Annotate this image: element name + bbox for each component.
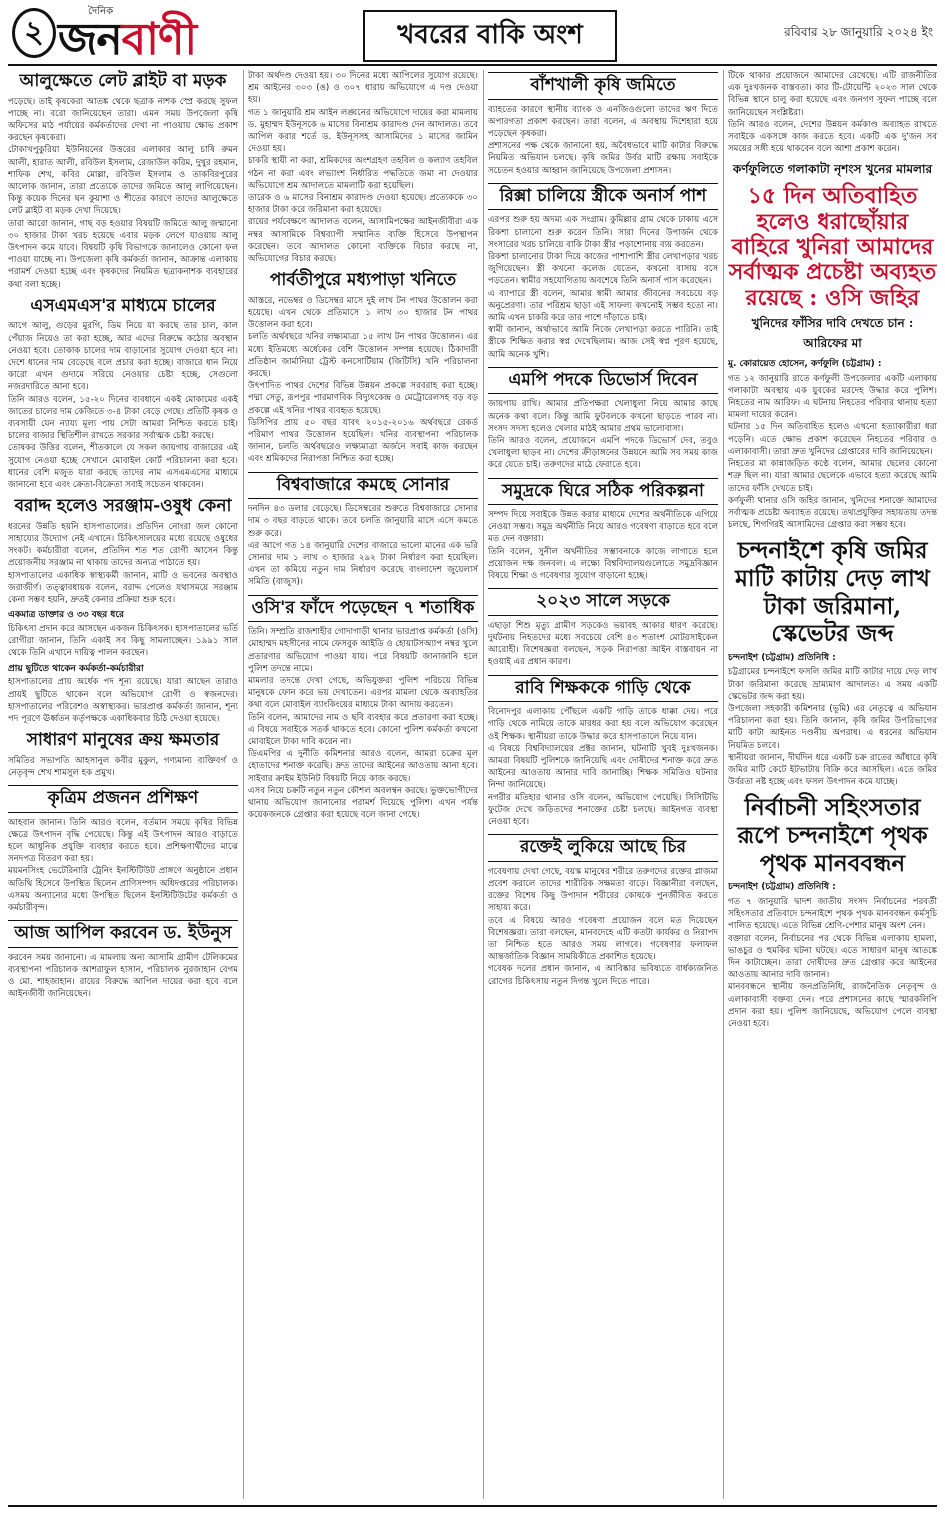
- article-body: [488, 398, 718, 471]
- paragraph: রিকশা চালানোর টাকা দিয়ে কাজের পাশাপাশি স্ত্রীর লেখাপড়ার খরচ জুগিয়েছেন। স্ত্রী কখনো কলেজ যেতেন, কখনো বাসায় বসে পড়তেন। স্বামীর সহযোগিতায় অবশেষে তিনি অনার্স পাস করেছেন।: [488, 251, 718, 287]
- article-c1: [488, 72, 718, 177]
- paragraph: তোষকর উত্তির বলেন, শীতকালে যে সকল জায়গায় বাজারের এই সুযোগ নেওয়া হচ্ছে সেখানে মোবাইল কোর্ট পরিচালনা করা হবে। ধানের বেশি মজুত যারা করছে তাদের নাম এসএমএসের মাধ্যমে জানানো হবে এবং ক্রেতা-বিক্রেতা সবাই সচেতন থাকবেন।: [8, 443, 238, 490]
- paragraph: বক্তারা বলেন, নির্বাচনের পর থেকে বিভিন্ন এলাকায় হামলা, ভাঙচুর ও হুমকির ঘটনা ঘটছে। এতে সাধারণ মানুষ আতঙ্কে দিন কাটাচ্ছেন। তারা দোষীদের দ্রুত গ্রেপ্তার করে আইনের আওতায় আনার দাবি জানান।: [728, 933, 937, 981]
- paragraph: টাকা অর্থদণ্ড দেওয়া হয়। ৩০ দিনের মধ্যে আপিলের সুযোগ রয়েছে। শ্রম আইনের ৩০৩ (ঙ) ও ৩০৭ ধারায় অভিযোগে এ দণ্ড দেওয়া হয়।: [248, 71, 478, 106]
- article-headline: চন্দনাইশে কৃষি জমির মাটি কাটায় দেড় লাখ টাকা জরিমানা, স্কেভেটর জব্দ: [735, 537, 930, 648]
- article-headline: পার্বতীপুরে মধ্যপাড়া খনিতে: [269, 270, 457, 291]
- paragraph: দনদিন ৪৩ ডলার বেড়েছে। ডিসেম্বরের শুরুতে বিশ্ববাজারে সোনার দাম ৩ বছর বাড়তে থাকে। তবে চলতি জানুয়ারি মাসে এসে কমতে শুরু করে।: [248, 504, 478, 539]
- paragraph: গত ১ জানুয়ারি শ্রম আইন লঙ্ঘনের অভিযোগে দায়ের করা মামলায় ড. মুহাম্মদ ইউনূসকে ৬ মাসের বিনাশ্রম কারাদণ্ড দেন আদালত। তবে আপিল করার শর্তে ড. ইউনূসসহ আসামিদের ১ মাসের জামিন দেওয়া হয়।: [248, 107, 478, 155]
- paragraph: সমিতির সভাপতি আহসানুল কবীর মুকুল, গণ্যমান্য ব্যক্তিবর্গ ও নেতৃবৃন্দ শেখ শামসুল হক প্রমুখ।: [8, 755, 238, 778]
- article-body: [248, 70, 478, 265]
- paragraph: তিনি বলেন, আমাদের নাম ও ছবি ব্যবহার করে প্রতারণা করা হচ্ছে। এ বিষয়ে সবাইকে সতর্ক থাকতে হবে। কোনো পুলিশ কর্মকর্তা কখনো মোবাইলে টাকা দাবি করেন না।: [248, 712, 478, 747]
- article-body: [8, 817, 238, 915]
- paragraph: ডিসিপির প্রায় ৫০ বছর যাবৎ ২০১৫-২০১৬ অর্থবছরে রেকর্ড পরিমাণ পাথর উত্তোলন হয়েছিল। খনির ব্যবস্থাপনা পরিচালক জানান, চলতি অর্থবছরেও লক্ষ্যমাত্রা অর্জনে সবাই কাজ করছেন এবং শ্রমিকদের নিরাপত্তা নিশ্চিত করা হচ্ছে।: [248, 417, 478, 465]
- article-byline: চন্দনাইশ (চট্টগ্রাম) প্রতিনিধি :: [728, 652, 836, 663]
- article-headline: ২০২৩ সালে সড়কে: [488, 588, 718, 616]
- article-body: [8, 952, 238, 1001]
- article-headline: রিক্সা চালিয়ে স্ত্রীকে অনার্স পাশ: [488, 183, 718, 211]
- article-kicker: কর্ণফুলিতে গলাকাটা নৃশংস খুনের মামলার: [732, 162, 933, 177]
- article-headline: সমুদ্রকে ঘিরে সঠিক পরিকল্পনা: [488, 478, 718, 506]
- article-a4: [8, 731, 238, 779]
- article-body: [488, 214, 718, 360]
- paragraph: আস্তরে, নভেম্বর ও ডিসেম্বর মাসে দুই লাখ টন পাথর উত্তোলন করা হয়েছে। এখন থেকে প্রতিমাসে ১ লাখ ৩০ হাজার টন পাথর উত্তোলন করা হবে।: [248, 295, 478, 331]
- paragraph: তিনি বলেন, সুনীল অর্থনীতির সম্ভাবনাকে কাজে লাগাতে হলে প্রয়োজন দক্ষ জনবল। এ লক্ষ্যে বিশ্ববিদ্যালয়গুলোতে সমুদ্রবিজ্ঞান বিষয়ে শিক্ষা ও গবেষণার সুযোগ বাড়ানো হচ্ছে।: [488, 546, 718, 582]
- article-body: [488, 620, 718, 669]
- paragraph: ব্যাহতের কারণে স্থানীয় ব্যাংক ও এনজিওগুলো তাদের ঋণ দিতে অপারগতা প্রকাশ করছেন। তারা বলেন, এ অবস্থায় দিশেহারা হয়ে পড়েছেন কৃষকরা।: [488, 104, 718, 139]
- paragraph: তিনি আরও বলেন, ১৫-২০ দিনের ব্যবধানে একই মোকামের একই জাতের চালের দাম কেজিতে ৩-৪ টাকা বেড়ে গেছে। প্রতিটি কৃষক ও ব্যবসায়ী যেন ন্যায্য মূল্য পায় সেটা আমরা নিশ্চিত করতে চাই। চালের বাজার স্থিতিশীল রাখতে সরকার সর্বাত্মক চেষ্টা করছে।: [8, 394, 238, 442]
- column-divider: [243, 70, 244, 1499]
- article-c4: [488, 478, 718, 583]
- article-headline: বাঁশখালী কৃষি জমিতে: [488, 72, 718, 100]
- page-number: ২: [12, 8, 56, 58]
- column-4: [728, 70, 937, 1499]
- column-1: [8, 70, 238, 1499]
- paragraph: কর্ণফুলী থানার ওসি জহির জানান, খুনিদের শনাক্তে আমাদের সর্বাত্মক প্রচেষ্টা অব্যাহত রয়েছে। তথ্যপ্রযুক্তির সহায়তায় তদন্ত চলছে, শিগগিরই আসামিদের গ্রেপ্তার করা সম্ভব হবে।: [728, 495, 937, 531]
- article-headline: রক্তেই লুকিয়ে আছে চির: [488, 834, 718, 862]
- daily-label: দৈনিক: [88, 6, 114, 17]
- paragraph: এছাড়া শিশু মৃত্যু গ্রামীণ সড়কেও ভয়াবহ আকার ধারণ করেছে। দুর্ঘটনায় নিহতদের মধ্যে সবচেয়ে বেশি ৪৩ শতাংশ মোটরসাইকেল আরোহী। বিশেষজ্ঞরা বলছেন, সড়ক নিরাপত্তা আইন বাস্তবায়ন না হওয়াই এর প্রধান কারণ।: [488, 620, 718, 668]
- article-d3: [728, 537, 937, 788]
- paragraph: টিকে থাকার প্রয়োজনে আমাদের রেখেছে। এটি রাজনীতির এক দুঃখজনক বাস্তবতা। কার টি-টোয়েন্টি ২০২৩ সাল থেকে বিভিন্ন স্থানে চালু করা হয়েছে এবং জনগণ সুফল পাচ্ছে বলে জানিয়েছেন সংশ্লিষ্টরা।: [728, 71, 937, 118]
- column-2: [248, 70, 478, 1499]
- paragraph: ধরনের উন্নতি হয়নি হাসপাতালের। প্রতিদিন নোংরা জল কোনো সাহায্যের উদ্যোগ নেই এখানে। চিকিৎসালয়ের মধ্যে রয়েছে ওষুধের সংকট। কর্মচারীরা বলেন, প্রতিদিন শত শত রোগী আসেন কিন্তু প্রয়োজনীয় সরঞ্জাম না থাকায় তাদের অন্যত্র পাঠাতে হয়।: [8, 521, 238, 569]
- paragraph: আগে আলু, গুড়ের মুরগি, ডিম নিয়ে যা করছে তার চাল, কাল পেঁয়াজ নিয়েও তা করা হচ্ছে, আর এদের বিরুদ্ধে কঠোর অবস্থান নেওয়া হবে। তোকাক চালের দাম বাড়ানোর সুযোগ দেওয়া হবে না। দেশে ধানের দাম বেড়েছে বলে প্রচার করা হচ্ছে। বাজারে ধান নিয়ে কারো এখন গুদামে সরিয়ে নেওয়ার চেষ্টা হচ্ছে, সেগুলো নজরদারিতে আনা হবে।: [8, 321, 238, 393]
- paper-name-part2: বাণী: [121, 14, 197, 65]
- paper-name: [58, 14, 196, 65]
- paragraph: করবেন সময় জানানো। এ মামলায় অন্য আসামি গ্রামীণ টেলিকমের ব্যবস্থাপনা পরিচালক আশরাফুল হাসান, পরিচালক নুরজাহান বেগম ও মো. শাহজাহান। রায়ের বিরুদ্ধে আপিল দায়ের করা হবে বলে আইনজীবী জানিয়েছেন।: [8, 952, 238, 1000]
- article-body: [488, 509, 718, 582]
- article-a6: [8, 920, 238, 1000]
- article-body: [728, 70, 937, 155]
- article-body: [488, 866, 718, 988]
- paragraph: উৎপাদিত পাথর দেশের বিভিন্ন উন্নয়ন প্রকল্পে সরবরাহ করা হচ্ছে। পদ্মা সেতু, রূপপুর পারমাণবিক বিদ্যুৎকেন্দ্র ও মেট্রোরেলসহ বড় বড় প্রকল্পে এই খনির পাথর ব্যবহৃত হয়েছে।: [248, 381, 478, 416]
- footer-rule: [8, 1505, 937, 1507]
- paragraph: তারেক ও ৬ মাসের বিনাশ্রম কারাদণ্ড দেওয়া হয়েছে। প্রত্যেককে ৩০ হাজার টাকা করে জরিমানা করা হয়েছে।: [248, 193, 478, 216]
- article-a1: [8, 72, 238, 291]
- article-body: [488, 706, 718, 828]
- article-deck: খুনিদের ফাঁসির দাবি দেখতে চান : আরিফের মা: [751, 315, 914, 350]
- paragraph: চট্টগ্রামের চন্দনাইশে ফসলি জমির মাটি কাটার দায়ে দেড় লাখ টাকা জরিমানা করেছে ভ্রাম্যমাণ আদালত। এ সময় একটি স্কেভেটর জব্দ করা হয়।: [728, 667, 937, 702]
- article-body: [8, 96, 238, 291]
- paragraph: জায়গায় রাখি। আমার প্রতিপক্ষরা খেলাধুলা নিয়ে আমার কাছে অনেক কথা বলে। কিন্তু আমি ফুটবলকে কখনো ছাড়তে পারব না। সংসদ সদস্য হলেও খেলার মাঠই আমার প্রথম ভালোবাসা।: [488, 399, 718, 434]
- paragraph: এর আগে গত ১৪ জানুয়ারি দেশের বাজারে ভালো মানের এক ভরি সোনার দাম ১ লাখ ৩ হাজার ২৯২ টাকা নির্ধারণ করা হয়েছিল। এখন তা কমিয়ে নতুন দাম নির্ধারণ করেছে বাংলাদেশ জুয়েলার্স সমিতি (বাজুস)।: [248, 540, 478, 588]
- columns-container: [8, 70, 937, 1499]
- article-headline: ওসি'র ফাঁদে পড়েছেন ৭ শতাধিক: [248, 595, 478, 623]
- article-c6: [488, 675, 718, 829]
- paragraph: সম্পদ দিয়ে সবাইকে উন্নত করার মাধ্যমে দেশের অর্থনীতিকে এগিয়ে নেওয়া সম্ভব। সমুদ্র অর্থনীতি নিয়ে আরও গবেষণা বাড়াতে হবে বলে মত দেন বক্তারা।: [488, 510, 718, 545]
- article-headline: ১৫ দিন অতিবাহিত হলেও ধরাছোঁয়ার বাহিরে খুনিরা আমাদের সর্বাত্মক প্রচেষ্টা অব্যহত রয়েছে : ওসি জহির: [728, 183, 937, 311]
- section-title: খবরের বাকি অংশ: [363, 10, 617, 62]
- article-body: [248, 503, 478, 588]
- article-headline: আজ আপিল করবেন ড. ইউনুস: [8, 920, 238, 948]
- paragraph: ময়মনসিংহ ভেটেরিনারি ট্রেনিং ইনস্টিটিউট প্রাঙ্গণে অনুষ্ঠানে প্রধান অতিথি হিসেবে উপস্থিত ছিলেন প্রাণিসম্পদ অধিদপ্তরের পরিচালক। এসময় অন্যান্যের মধ্যে উপস্থিত ছিলেন ইনস্টিটিউটের কর্মকর্তা ও কর্মচারীবৃন্দ।: [8, 866, 238, 914]
- article-headline: সাধারণ মানুষের ক্রয় ক্ষমতার: [26, 730, 220, 751]
- paragraph: বিনোদপুর এলাকায় পৌঁছলে একটি গাড়ি তাকে ধাক্কা দেয়। পরে গাড়ি থেকে নামিয়ে তাকে মারধর করা হয় বলে অভিযোগ করেছেন ওই শিক্ষক। স্থানীয়রা তাকে উদ্ধার করে হাসপাতালে নিয়ে যান।: [488, 707, 718, 742]
- article-a5: [8, 785, 238, 914]
- paragraph: নিহতের মা কান্নাজড়িত কণ্ঠে বলেন, আমার ছেলের কোনো শত্রু ছিল না। যারা আমার ছেলেকে এভাবে হত্যা করেছে আমি তাদের ফাঁসি দেখতে চাই।: [728, 459, 937, 494]
- article-a2: [8, 297, 238, 491]
- article-body: [8, 755, 238, 779]
- paragraph: মানববন্ধনে স্থানীয় জনপ্রতিনিধি, রাজনৈতিক নেতৃবৃন্দ ও এলাকাবাসী বক্তব্য দেন। পরে প্রশাসনের কাছে স্মারকলিপি প্রদান করা হয়। পুলিশ জানিয়েছে, অভিযোগ পেলে ব্যবস্থা নেওয়া হবে।: [728, 982, 937, 1030]
- paragraph: তিনি আরও বলেন, প্রয়োজনে এমপি পদকে ডিভোর্স দেব, তবুও খেলাধুলা ছাড়ব না। দেশের ক্রীড়াঙ্গনের উন্নয়নে আমি সব সময় কাজ করে যেতে চাই। তরুণদের মাঠে ফেরাতে হবে।: [488, 435, 718, 471]
- paragraph: চাকরি স্থায়ী না করা, শ্রমিকদের অংশগ্রহণ তহবিল ও কল্যাণ তহবিল গঠন না করা এবং লভ্যাংশ নির্ধারিত পদ্ধতিতে জমা না দেওয়ার অভিযোগে শ্রম আদালতে মামলাটি করা হয়েছিল।: [248, 156, 478, 191]
- paper-logo: [58, 6, 196, 79]
- article-d2: [728, 161, 937, 531]
- article-body: [728, 652, 937, 789]
- paragraph: তারা আরো জানান, গাছ বড় হওয়ার বিষয়টি জমিতে আলু জন্মানো ৩০ হাজার টাকা খরচ হয়েছে এবার মড়ক লেগে যাওয়ায় আলু উৎপাদন কমে যাবে। বিষয়টি কৃষি বিভাগকে জানালেও কোনো ফল পাওয়া যাচ্ছে না। উপজেলা কৃষি কর্মকর্তা জানান, আক্রান্ত এলাকায় পরামর্শ দেওয়া হচ্ছে এবং কৃষকদের নিয়মিত ছত্রাকনাশক ব্যবহারের কথা বলা হচ্ছে।: [8, 218, 238, 290]
- paragraph: রায়ের পর্যবেক্ষণে আদালত বলেন, আসামিপক্ষের আইনজীবীরা এক নম্বর আসামিকে বিশ্বব্যাপী সম্মানিত ব্যক্তি হিসেবে উপস্থাপন করেছেন। তবে আদালত কোনো ব্যক্তিকে বিচার করছে না, অভিযোগের বিচার করছে।: [248, 217, 478, 265]
- article-body: [488, 104, 718, 177]
- article-headline: নির্বাচনী সহিংসতার রূপে চন্দনাইশে পৃথক পৃথক মানববন্ধন: [737, 794, 928, 877]
- article-byline: মু. কোরায়েত হোসেন, কর্ণফুলি (চট্টগ্রাম) :: [728, 358, 882, 369]
- article-d1: [728, 70, 937, 155]
- article-c2: [488, 183, 718, 361]
- paragraph: এরপর শুরু হয় অদম্য এক সংগ্রাম। কুমিল্লার গ্রাম থেকে ঢাকায় এসে রিকশা চালানো শুরু করেন তিনি। সারা দিনের উপার্জন থেকে সংসারের খরচ চালিয়ে বাকি টাকা স্ত্রীর পড়াশোনায় ব্যয় করতেন।: [488, 215, 718, 250]
- paragraph: আহবান জানান। তিনি আরও বলেন, বর্তমান সময়ে কৃষির বিভিন্ন ক্ষেত্রে উৎপাদন বৃদ্ধি পেয়েছে। কিন্তু এই উৎপাদন আরও বাড়াতে হলে আধুনিক প্রযুক্তি ব্যবহার করতে হবে। প্রশিক্ষণার্থীদের মাঝে সনদপত্র বিতরণ করা হয়।: [8, 817, 238, 865]
- paragraph: প্রশাসনের পক্ষ থেকে জানানো হয়, অবৈধভাবে মাটি কাটার বিরুদ্ধে নিয়মিত অভিযান চলছে। কৃষি জমির উর্বর মাটি রক্ষায় সবাইকে সচেতন হওয়ার আহ্বান জানিয়েছে উপজেলা প্রশাসন।: [488, 141, 718, 176]
- article-b1: [248, 70, 478, 265]
- article-headline: বিশ্ববাজারে কমছে সোনার: [248, 472, 478, 500]
- paragraph: গবেষক দলের প্রধান জানান, এ আবিষ্কার ভবিষ্যতে বার্ধক্যজনিত রোগের চিকিৎসায় নতুন দিগন্ত খুলে দিতে পারে।: [488, 964, 718, 987]
- date-line: রবিবার ২৮ জানুয়ারি ২০২৪ ইং: [784, 25, 933, 39]
- paragraph: এসব নিয়ে চক্রটি নতুন নতুন কৌশল অবলম্বন করছে। ভুক্তভোগীদের থানায় অভিযোগ জানানোর পরামর্শ দিয়েছে পুলিশ। এখন পর্যন্ত কয়েকজনকে গ্রেপ্তার করা হয়েছে বলে জানা গেছে।: [248, 785, 478, 821]
- paragraph: মামলার তদন্তে দেখা গেছে, অভিযুক্তরা পুলিশ পরিচয়ে বিভিন্ন মানুষকে ফোন করে ভয় দেখাতেন। এরপর মামলা থেকে অব্যাহতির কথা বলে মোবাইল ব্যাংকিংয়ের মাধ্যমে টাকা আদায় করতেন।: [248, 675, 478, 711]
- article-byline: চন্দনাইশ (চট্টগ্রাম) প্রতিনিধি :: [728, 882, 836, 893]
- article-d4: [728, 794, 937, 1030]
- paragraph: চিকিৎসা প্রদান করে আসছেন একজন চিকিৎসক। হাসপাতালের ভর্তি রোগীরা জানান, তিনি একাই সব কিছু সামলাচ্ছেন। ১৯৯১ সাল থেকে তিনি এখানে দায়িত্ব পালন করছেন।: [8, 623, 238, 659]
- article-c5: [488, 588, 718, 668]
- paragraph: তিনি আরও বলেন, দেশের উন্নয়ন কর্মকাণ্ড অব্যাহত রাখতে সবাইকে একসঙ্গে কাজ করতে হবে। একটি এক দু'জন সব সময়ের সঙ্গী হয়ে থাকবেন বলে আশা প্রকাশ করেন।: [728, 119, 937, 155]
- article-headline: বরাদ্দ হলেও সরঞ্জাম-ওষুধ কেনা: [14, 496, 232, 517]
- article-body: [728, 358, 937, 531]
- article-c3: [488, 367, 718, 472]
- article-headline: কৃত্রিম প্রজনন প্রশিক্ষণ: [8, 785, 238, 813]
- article-headline: এমপি পদকে ডিভোর্স দিবেন: [488, 367, 718, 395]
- paragraph: গবেষণায় দেখা গেছে, বয়স্ক মানুষের শরীরে তরুণদের রক্তের প্লাজমা প্রবেশ করালে তাদের শারীরিক সক্ষমতা বাড়ে। বিজ্ঞানীরা বলছেন, রক্তের বিশেষ কিছু উপাদান শরীরের কোষকে পুনর্জীবিত করতে সাহায্য করে।: [488, 866, 718, 914]
- column-3: [488, 70, 718, 1499]
- article-headline: আলুক্ষেতে লেট ব্লাইট বা মড়ক: [19, 71, 227, 91]
- paragraph: ডিএমপির এ দুর্নীতি কমিশনার আরও বলেন, আমরা চক্রের মূল হোতাদের শনাক্ত করেছি। দ্রুত তাদের আইনের আওতায় আনা হবে। সাইবার ক্রাইম ইউনিট বিষয়টি নিয়ে কাজ করছে।: [248, 749, 478, 784]
- paragraph: পড়েছে। তাই কৃষকেরা আতঙ্ক থেকে ছত্রাক নাশক স্প্রে করছে সুফল পাচ্ছে না। বরো জানিয়েছেন তারা। এমন সময় উপজেলা কৃষি অফিসের মাঠ পর্যায়ের কর্মকর্তাদের দেখা না পাওয়ায় ক্ষোভ প্রকাশ করছেন কৃষকেরা।: [8, 96, 238, 144]
- column-divider: [483, 70, 484, 1499]
- article-headline: রাবি শিক্ষককে গাড়ি থেকে: [488, 675, 718, 703]
- paragraph: হাসপাতালের প্রায় অর্ধেক পদ শূন্য রয়েছে। যারা আছেন তারাও প্রায়ই ছুটিতে থাকেন বলে অভিযোগ রোগী ও স্বজনদের। হাসপাতালের পরিবেশও অস্বাস্থ্যকর। ভারপ্রাপ্ত কর্মকর্তা জানান, শূন্য পদ পূরণে ঊর্ধ্বতন কর্তৃপক্ষকে একাধিকবার চিঠি দেওয়া হয়েছে।: [8, 677, 238, 724]
- paragraph: গত ১২ জানুয়ারি রাতে কর্ণফুলী উপজেলার একটি এলাকায় গলাকাটা অবস্থায় এক যুবকের মরদেহ উদ্ধার করে পুলিশ। নিহতের নাম আরিফ। এ ঘটনায় নিহতের পরিবার থানায় হত্যা মামলা দায়ের করেন।: [728, 373, 937, 421]
- paragraph: তিনি। সম্প্রতি রাজশাহীর গোদাগাড়ী থানার ভারপ্রাপ্ত কর্মকর্তা (ওসি) মোহাম্মদ মহসীনের নামে ফেসবুক আইডি ও হোয়াটসঅ্যাপ নম্বর খুলে প্রতারণার অভিযোগ পাওয়া যায়। পরে বিষয়টি জানাজানি হলে পুলিশ তদন্তে নামে।: [248, 627, 478, 674]
- paragraph: গত ৭ জানুয়ারি দ্বাদশ জাতীয় সংসদ নির্বাচনের পরবর্তী সহিংসতার প্রতিবাদে চন্দনাইশে পৃথক পৃথক মানববন্ধন কর্মসূচি পালিত হয়েছে। এতে বিভিন্ন শ্রেণি-পেশার মানুষ অংশ নেন।: [728, 897, 937, 932]
- article-body: [248, 626, 478, 821]
- paragraph: নগরীর মতিহার থানার ওসি বলেন, অভিযোগ পেয়েছি। সিসিটিভি ফুটেজ দেখে জড়িতদের শনাক্তের চেষ্টা চলছে। আইনগত ব্যবস্থা নেওয়া হবে।: [488, 792, 718, 828]
- article-b3: [248, 472, 478, 589]
- article-body: [8, 320, 238, 491]
- subheading: প্রায় ছুটিতে থাকেন কর্মকর্তা-কর্মচারীরা: [8, 663, 144, 674]
- paragraph: টোকাখপুকুরিয়া ইউনিয়নের উত্তরের এলাকার আলু চাষি রুমন আলী, হারাত আলী, রবিউল ইসলাম, রেজাউল করিম, দুখুর রহমান, শাফিক শেখ, কবির মোল্লা, রবিউল ইসলাম ও তাকবিরপুরের আলোক জানান, তারা প্রত্যেকে তাদের জমিতে আলু লাগিয়েছেন। কিন্তু কয়েক দিনের ঘন কুয়াশা ও শীতের কারণে তাদের আলুক্ষেতে লেট ব্লাইট বা মড়ক দেখা দিয়েছে।: [8, 145, 238, 217]
- paragraph: তবে এ বিষয়ে আরও গবেষণা প্রয়োজন বলে মত দিয়েছেন বিশেষজ্ঞরা। তারা বলছেন, মানবদেহে এটি কতটা কার্যকর ও নিরাপদ তা নিশ্চিত হতে আরও সময় লাগবে। গবেষণার ফলাফল আন্তর্জাতিক বিজ্ঞান সাময়িকীতে প্রকাশিত হয়েছে।: [488, 915, 718, 963]
- article-body: [728, 881, 937, 1030]
- paragraph: এ বিষয়ে বিশ্ববিদ্যালয়ের প্রক্টর জানান, ঘটনাটি খুবই দুঃখজনক। আমরা বিষয়টি পুলিশকে জানিয়েছি এবং দোষীদের শনাক্ত করে দ্রুত আইনের আওতায় আনার দাবি জানাচ্ছি। শিক্ষক সমিতিও ঘটনার নিন্দা জানিয়েছে।: [488, 743, 718, 791]
- masthead: [8, 4, 937, 66]
- article-body: [8, 521, 238, 725]
- paragraph: চলতি অর্থবছরে খনির লক্ষ্যমাত্রা ১৫ লাখ টন পাথর উত্তোলন। এর মধ্যে ইতিমধ্যে অর্ধেকের বেশি উত্তোলন সম্পন্ন হয়েছে। ঠিকাদারী প্রতিষ্ঠান জার্মানিয়া ট্রেস্ট কনসোর্টিয়াম (জিটিসি) খনি পরিচালনা করছে।: [248, 332, 478, 380]
- article-c7: [488, 834, 718, 988]
- article-body: [248, 295, 478, 466]
- subheading: একমাত্র ডাক্তার ও ৩৩ বছর ধরে: [8, 610, 124, 621]
- paragraph: ঘটনার ১৫ দিন অতিবাহিত হলেও এখনো হত্যাকারীরা ধরা পড়েনি। এতে ক্ষোভ প্রকাশ করেছেন নিহতের পরিবার ও এলাকাবাসী। তারা দ্রুত খুনিদের গ্রেপ্তারের দাবি জানিয়েছেন।: [728, 422, 937, 457]
- paragraph: উপজেলা সহকারী কমিশনার (ভূমি) এর নেতৃত্বে এ অভিযান পরিচালনা করা হয়। তিনি জানান, কৃষি জমির উপরিভাগের মাটি কাটা আইনত দণ্ডনীয় অপরাধ। এ ধরনের অভিযান নিয়মিত চলবে।: [728, 704, 937, 751]
- article-a3: [8, 497, 238, 725]
- paper-name-part1: জন: [58, 14, 122, 65]
- paragraph: এ ব্যাপারে স্ত্রী বলেন, আমার স্বামী আমার জীবনের সবচেয়ে বড় অনুপ্রেরণা। তার পরিশ্রম ছাড়া এই সাফল্য কখনোই সম্ভব হতো না। আমি এখন চাকরি করে তার পাশে দাঁড়াতে চাই।: [488, 288, 718, 323]
- article-b2: [248, 271, 478, 465]
- paragraph: স্থানীয়রা জানান, দীর্ঘদিন ধরে একটি চক্র রাতের আঁধারে কৃষি জমির মাটি কেটে ইটভাটায় বিক্রি করে আসছিল। এতে জমির উর্বরতা নষ্ট হচ্ছে এবং ফসল উৎপাদন কমে যাচ্ছে।: [728, 752, 937, 788]
- paragraph: হাসপাতালের একাধিক স্বাস্থ্যকর্মী জানান, মাটি ও ভবনের অবস্থাও জরাজীর্ণ। তত্ত্বাবধায়ক বলেন, বরাদ্দ পেলেও যথাসময়ে সরঞ্জাম কেনা সম্ভব হয়নি, দ্রুতই কেনার প্রক্রিয়া শুরু হবে।: [8, 570, 238, 605]
- paragraph: স্বামী জানান, অর্থাভাবে আমি নিজে লেখাপড়া করতে পারিনি। তাই স্ত্রীকে শিক্ষিত করার স্বপ্ন দেখেছিলাম। আজ সেই স্বপ্ন পূরণ হয়েছে, আমি অনেক খুশি।: [488, 325, 718, 360]
- article-b4: [248, 595, 478, 822]
- column-divider: [723, 70, 724, 1499]
- article-headline: এসএমএস'র মাধ্যমে চালের: [30, 295, 216, 316]
